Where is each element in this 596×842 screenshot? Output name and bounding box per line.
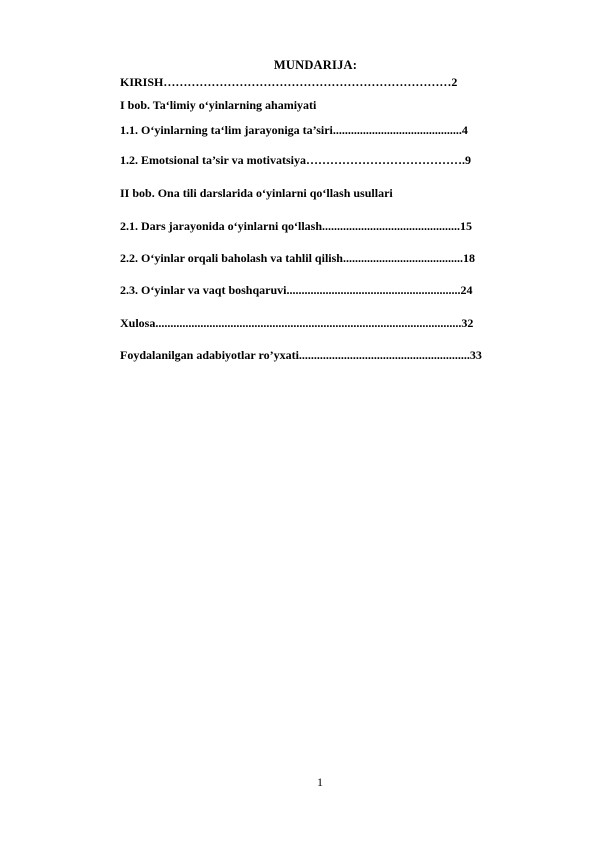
toc-entry-xulosa: Xulosa......................................................................................................32: [120, 316, 474, 330]
toc-entry-chapter-1: I bob. Ta‘limiy o‘yinlarning ahamiyati: [120, 98, 317, 112]
toc-entry-section-1-2: 1.2. Emotsional ta’sir va motivatsiya………………………………….9: [120, 153, 471, 167]
toc-entry-section-2-3: 2.3. O‘yinlar va vaqt boshqaruvi..........................................................24: [120, 283, 473, 297]
toc-entry-references: Foydalanilgan adabiyotlar ro’yxati.........................................................33: [120, 348, 482, 362]
toc-entry-chapter-2: II bob. Ona tili darslarida o‘yinlarni qo‘llash usullari: [120, 186, 393, 200]
page-number: 1: [317, 775, 323, 789]
toc-entry-section-1-1: 1.1. O‘yinlarning ta‘lim jarayoniga ta’siri...........................................4: [120, 123, 468, 137]
toc-entry-section-2-1: 2.1. Dars jarayonida o‘yinlarni qo‘llash..............................................15: [120, 219, 473, 233]
toc-title: MUNDARIJA:: [273, 58, 358, 72]
toc-entry-section-2-2: 2.2. O‘yinlar orqali baholash va tahlil qilish........................................18: [120, 251, 475, 265]
toc-entry-kirish: KIRISH………………………………………………………………2: [120, 75, 458, 89]
